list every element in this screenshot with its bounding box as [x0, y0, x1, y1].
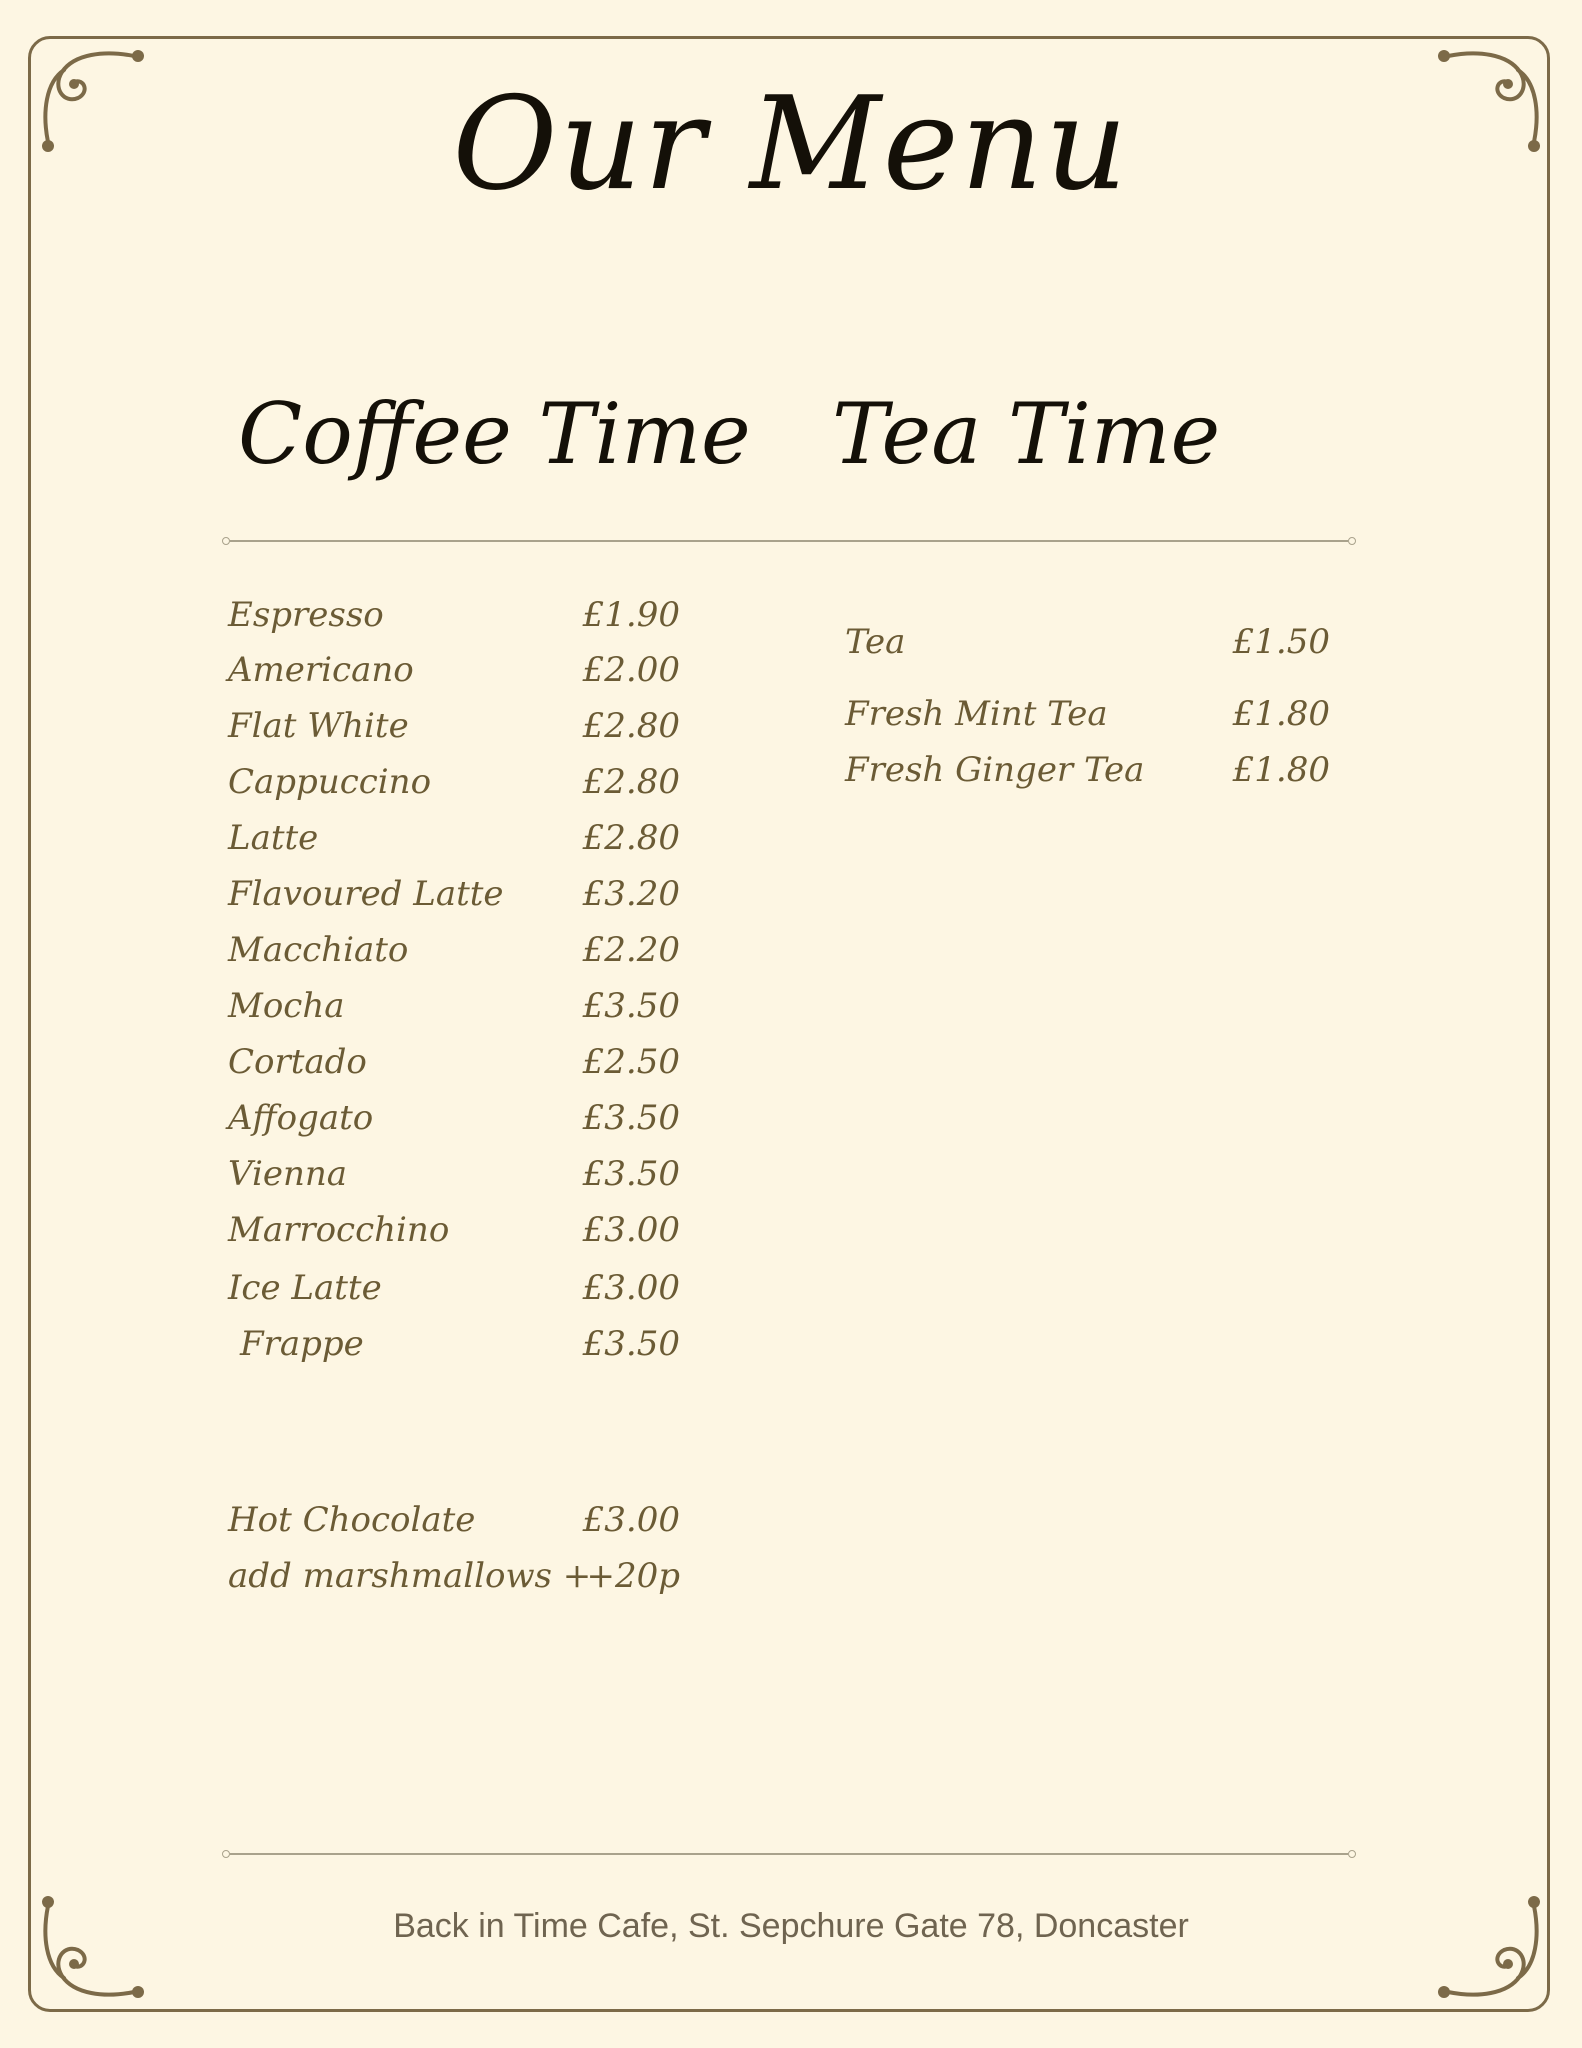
- cafe-address-footer: Back in Time Cafe, St. Sepchure Gate 78, Doncaster: [393, 1907, 1189, 1945]
- menu-item-name: Ice Latte: [228, 1268, 382, 1308]
- menu-item-flat-white: [228, 706, 680, 756]
- menu-item-hot-chocolate: [228, 1500, 680, 1550]
- menu-item-flavoured-latte: [228, 874, 680, 924]
- bottom-divider: [230, 1853, 1348, 1855]
- menu-item-name: Fresh Mint Tea: [845, 694, 1108, 734]
- menu-item-name: Tea: [845, 622, 906, 662]
- menu-item-price: +20p: [586, 1556, 680, 1596]
- menu-item-fresh-mint-tea: [845, 694, 1330, 744]
- menu-item-price: £3.00: [582, 1268, 680, 1308]
- menu-item-name: Vienna: [228, 1154, 348, 1194]
- menu-item-frappe: [228, 1324, 680, 1374]
- menu-item-tea: [845, 622, 1330, 672]
- menu-item-fresh-ginger-tea: [845, 750, 1330, 800]
- menu-item-price: £3.50: [582, 986, 680, 1026]
- menu-item-price: £2.80: [582, 762, 680, 802]
- menu-item-name: add marshmallows +: [228, 1556, 592, 1596]
- menu-item-name: Cortado: [228, 1042, 367, 1082]
- menu-item-affogato: [228, 1098, 680, 1148]
- menu-item-name: Espresso: [228, 595, 384, 635]
- menu-item-mocha: [228, 986, 680, 1036]
- menu-item-price: £3.50: [582, 1098, 680, 1138]
- menu-item-price: £2.20: [582, 930, 680, 970]
- menu-item-price: £3.50: [582, 1324, 680, 1364]
- menu-item-marrocchino: [228, 1210, 680, 1260]
- menu-item-ice-latte: [228, 1268, 680, 1318]
- menu-item-name: Flavoured Latte: [228, 874, 504, 914]
- menu-item-macchiato: [228, 930, 680, 980]
- menu-item-price: £2.00: [582, 650, 680, 690]
- menu-item-latte: [228, 818, 680, 868]
- menu-item-name: Marrocchino: [228, 1210, 450, 1250]
- menu-item-price: £3.50: [582, 1154, 680, 1194]
- menu-item-price: £3.00: [582, 1210, 680, 1250]
- menu-item-price: £2.80: [582, 706, 680, 746]
- menu-item-price: £2.80: [582, 818, 680, 858]
- coffee-section-heading: Coffee Time: [238, 385, 751, 483]
- menu-item-name: Latte: [228, 818, 319, 858]
- menu-item-name: Americano: [228, 650, 414, 690]
- tea-section-heading: Tea Time: [832, 385, 1221, 483]
- menu-item-name: Hot Chocolate: [228, 1500, 476, 1540]
- menu-item-cappuccino: [228, 762, 680, 812]
- menu-title: Our Menu: [452, 70, 1130, 219]
- menu-item-name: Mocha: [228, 986, 345, 1026]
- menu-item-name: Frappe: [240, 1324, 364, 1364]
- menu-item-cortado: [228, 1042, 680, 1092]
- menu-item-price: £1.80: [1232, 750, 1330, 790]
- menu-item-price: £2.50: [582, 1042, 680, 1082]
- menu-item-price: £3.20: [582, 874, 680, 914]
- menu-item-name: Macchiato: [228, 930, 409, 970]
- menu-item-price: £1.90: [582, 595, 680, 635]
- menu-item-vienna: [228, 1154, 680, 1204]
- menu-item-name: Cappuccino: [228, 762, 432, 802]
- menu-item-price: £1.50: [1232, 622, 1330, 662]
- menu-item-add-marshmallows: [228, 1556, 680, 1606]
- menu-item-name: Affogato: [228, 1098, 374, 1138]
- menu-item-price: £1.80: [1232, 694, 1330, 734]
- menu-item-price: £3.00: [582, 1500, 680, 1540]
- menu-item-name: Fresh Ginger Tea: [845, 750, 1145, 790]
- menu-item-name: Flat White: [228, 706, 409, 746]
- menu-item-espresso: [228, 595, 680, 645]
- menu-item-americano: [228, 650, 680, 700]
- top-divider: [230, 540, 1348, 542]
